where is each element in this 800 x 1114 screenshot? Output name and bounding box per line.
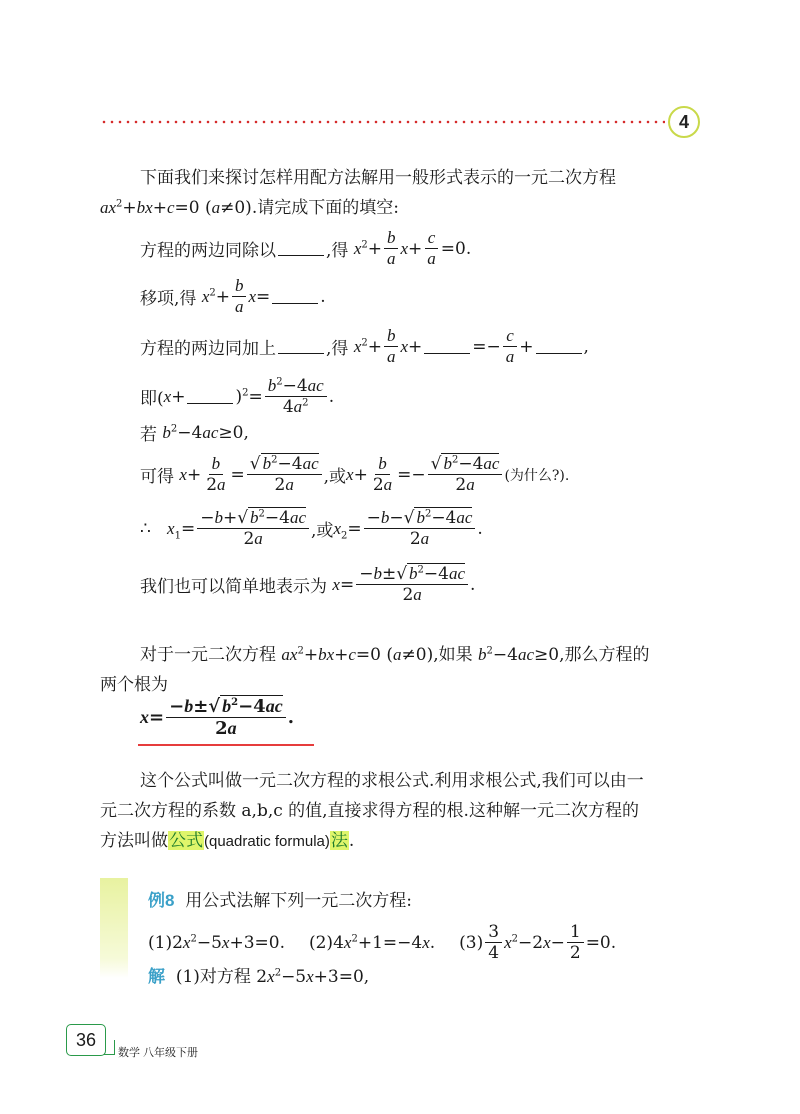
fill-blank[interactable] bbox=[278, 254, 324, 256]
example-header bbox=[148, 886, 412, 911]
page-number-hook bbox=[104, 1040, 115, 1055]
fill-blank[interactable] bbox=[187, 402, 233, 404]
step-1-prefix: 方程的两边同除以 bbox=[140, 241, 276, 261]
solution-text: (1)对方程 bbox=[175, 967, 251, 987]
theorem-line-1: 对于一元二次方程 $ax^2+bx+c=0$ (a≠0),如果 $b^2-4ac\ge 0$,那么方程的 bbox=[140, 645, 650, 665]
explanation-line-1: 这个公式叫做一元二次方程的求根公式.利用求根公式,我们可以由一 bbox=[140, 771, 644, 791]
fraction-sqrt-over-2a: $\frac{√ b^2-4ac}{2a}$ bbox=[428, 454, 503, 495]
theorem-line-1-mid: ,如果 bbox=[433, 645, 473, 665]
intro-line-1: 下面我们来探讨怎样用配方法解用一般形式表示的一元二次方程 bbox=[140, 168, 616, 188]
step-2-prefix: 移项,得 bbox=[140, 289, 197, 309]
solution-line: 解 (1)对方程 $2x^2-5x+3=0$, bbox=[148, 967, 370, 987]
fill-blank[interactable] bbox=[272, 302, 318, 304]
step-6: 可得 x+ $\frac{b}{2a}$ = $\frac{√ b^2-4ac}{2a}$ ,或 x+ $\frac{b}{2a}$ =− $\frac{√ b^2-4ac}{2a}$ (为什么?). bbox=[140, 454, 570, 495]
step-1: 方程的两边同除以 ,得 $x^2+$ $\frac{b}{a}$ x+ $\frac{c}{a}$ =0. bbox=[140, 228, 472, 268]
step-8: 我们也可以简单地表示为 x= $\frac{-b\pm√ b^2-4ac}{2a}$ . bbox=[140, 564, 476, 605]
intro-line-2: $ax^2+bx+c=0$ (a≠0).请完成下面的填空: bbox=[100, 198, 399, 218]
fill-blank[interactable] bbox=[278, 352, 324, 354]
quadratic-formula: x= $\frac{-b\pm√ b^2-4ac}{2a}$ . bbox=[140, 696, 294, 739]
quadratic-formula-fraction: $\frac{-b\pm√ b^2-4ac}{2a}$ bbox=[166, 696, 286, 739]
explanation-line-2: 元二次方程的系数 a,b,c 的值,直接求得方程的根.这种解一元二次方程的 bbox=[100, 801, 639, 821]
theorem-line-1-suffix: ,那么方程的 bbox=[559, 645, 650, 665]
therefore-symbol: ∴ bbox=[140, 518, 151, 539]
explanation-line-3 bbox=[100, 826, 354, 851]
step-2: 移项,得 $x^2+$ $\frac{b}{a}$ x= . bbox=[140, 276, 326, 316]
step-3-prefix: 方程的两边同加上 bbox=[140, 339, 276, 359]
step-5-prefix: 若 bbox=[140, 425, 157, 445]
term-highlight-formula: 公式 bbox=[169, 831, 203, 850]
problem-1-label: (1) bbox=[148, 932, 173, 953]
explanation-line-3-prefix: 方法叫做 bbox=[100, 831, 168, 851]
step-7: ∴ $x_1=$ $\frac{-b+√ b^2-4ac}{2a}$ ,或 $x_2=$ $\frac{-b-√ b^2-4ac}{2a}$ . bbox=[140, 508, 483, 549]
page-number: 36 bbox=[66, 1024, 106, 1056]
fill-blank[interactable] bbox=[536, 352, 582, 354]
problem-2-label: (2) bbox=[308, 932, 334, 953]
fraction-b-over-a: $\frac{b}{a}$ bbox=[232, 276, 247, 317]
fraction-c-over-a: $\frac{c}{a}$ bbox=[503, 326, 518, 367]
fraction-discriminant-over-4a2: $\frac{b^2-4ac}{4a^2}$ bbox=[265, 376, 327, 417]
fraction-b-over-2a: $\frac{b}{2a}$ bbox=[372, 454, 393, 495]
header-dotted-rule bbox=[100, 120, 665, 124]
step-6-prefix: 可得 bbox=[140, 467, 174, 487]
problem-3-label: (3) bbox=[459, 932, 484, 953]
step-1-mid: ,得 bbox=[326, 241, 349, 261]
example-title: 用公式法解下列一元二次方程: bbox=[185, 891, 413, 911]
example-problems: (1) $2x^2-5x+3=0$. (2) $4x^2+1=-4x$. (3) $\frac{3}{4}$ $x^2-2x-$ $\frac{1}{2}$ =0. bbox=[148, 922, 617, 963]
step-7-or: ,或 bbox=[311, 521, 334, 541]
formula-underline bbox=[138, 744, 314, 746]
fraction-b-over-a: $\frac{b}{a}$ bbox=[384, 228, 399, 269]
intro-line-2-suffix: .请完成下面的填空: bbox=[251, 198, 399, 218]
fraction-sqrt-over-2a: $\frac{√ b^2-4ac}{2a}$ bbox=[247, 454, 322, 495]
example-label: 例8 bbox=[148, 891, 175, 910]
fraction-b-over-a: $\frac{b}{a}$ bbox=[384, 326, 399, 367]
fill-blank[interactable] bbox=[424, 352, 470, 354]
step-6-or: ,或 bbox=[323, 467, 347, 487]
theorem-line-1-prefix: 对于一元二次方程 bbox=[140, 645, 276, 665]
term-english: (quadratic formula) bbox=[204, 833, 330, 850]
root-2-fraction: $\frac{-b-√ b^2-4ac}{2a}$ bbox=[364, 508, 476, 549]
theorem-line-2: 两个根为 bbox=[100, 675, 168, 695]
step-4: 即( x+ )$^2$= $\frac{b^2-4ac}{4a^2}$ . bbox=[140, 376, 335, 417]
step-6-why: (为什么?). bbox=[504, 467, 570, 484]
step-3-mid: ,得 bbox=[326, 339, 349, 359]
root-1-fraction: $\frac{-b+√ b^2-4ac}{2a}$ bbox=[197, 508, 309, 549]
step-5: 若 $b^2-4ac\ge 0$, bbox=[140, 420, 249, 445]
explanation-line-3-end: . bbox=[348, 831, 355, 851]
example-side-bar bbox=[100, 878, 128, 978]
term-highlight-method: 法 bbox=[330, 831, 348, 850]
step-8-prefix: 我们也可以简单地表示为 bbox=[140, 577, 327, 597]
fraction-b-over-2a: $\frac{b}{2a}$ bbox=[206, 454, 226, 495]
fraction-three-quarters: $\frac{3}{4}$ bbox=[485, 922, 502, 963]
solution-label: 解 bbox=[148, 967, 165, 986]
section-number-badge: 4 bbox=[668, 106, 700, 138]
book-title: 数学 八年级下册 bbox=[118, 1047, 199, 1059]
fraction-one-half: $\frac{1}{2}$ bbox=[567, 922, 584, 963]
fraction-c-over-a: $\frac{c}{a}$ bbox=[424, 228, 439, 269]
step-3: 方程的两边同加上 ,得 $x^2+$ $\frac{b}{a}$ x+ =− $\frac{c}{a}$ + , bbox=[140, 326, 589, 366]
combined-root-fraction: $\frac{-b\pm√ b^2-4ac}{2a}$ bbox=[356, 564, 468, 605]
step-4-prefix: 即( bbox=[140, 389, 164, 409]
